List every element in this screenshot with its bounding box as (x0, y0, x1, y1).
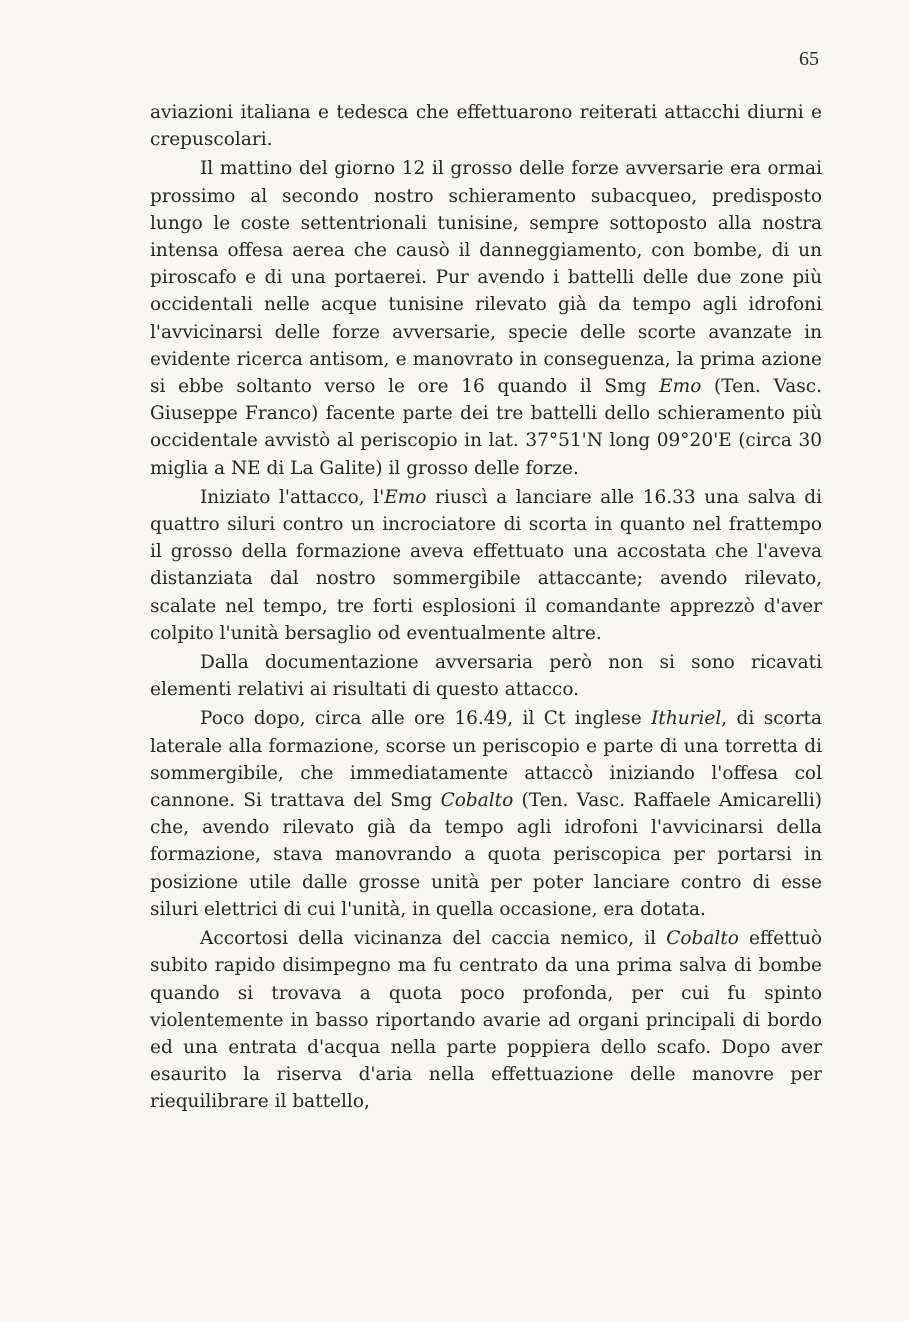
italic-text: Emo (659, 376, 702, 398)
paragraph (150, 705, 822, 923)
text-segment: Accortosi della vicinanza del caccia nemico, il (200, 928, 667, 950)
paragraph (150, 484, 822, 647)
text-segment: riuscì a lanciare alle 16.33 una salva di quattro siluri contro un incrociatore di scorta in quanto nel frattempo il grosso della formazione aveva effettuato una accostata che l'aveva distanziata dal nostro sommergibile attaccante; avendo rilevato, scalate nel tempo, tre forti esplosioni il comandante apprezzò d'aver colpito l'unità bersaglio od eventualmente altre. (150, 486, 823, 644)
italic-text: Ithuriel (651, 708, 722, 730)
text-segment: (Ten. Vasc. Raffaele Amicarelli) che, avendo rilevato già da tempo agli idrofoni l'avvicinarsi della formazione, stava manovrando a quota periscopica per portarsi in posizione utile dalle grosse unità per poter lanciare contro di esse siluri elettrici di cui l'unità, in quella occasione, era dotata. (150, 790, 822, 920)
text-segment: Poco dopo, circa alle ore 16.49, il Ct inglese (200, 708, 652, 730)
text-segment: Dalla documentazione avversaria però non si sono ricavati elementi relativi ai risultati di questo attacco. (150, 652, 822, 701)
italic-text: Cobalto (440, 790, 514, 812)
paragraph (150, 925, 822, 1115)
text-segment: effettuò subito rapido disimpegno ma fu centrato da una prima salva di bombe quando si trovava a quota poco profonda, per cui fu spinto violentemente in basso riportando avarie ad organi principali di bordo ed una entrata d'acqua nella parte poppiera dello scafo. Dopo aver esaurito la riserva d'aria nella effettuazione delle manovre per riequilibrare il battello, (150, 928, 823, 1113)
italic-text: Emo (384, 486, 427, 508)
text-segment: , di scorta laterale alla formazione, scorse un periscopio e parte di una torretta di sommergibile, che immediatamente attaccò iniziando l'offesa col cannone. Si trattava del Smg (150, 708, 822, 812)
paragraph (150, 155, 822, 481)
page-number: 65 (799, 48, 819, 70)
text-segment: aviazioni italiana e tedesca che effettuarono reiterati attacchi diurni e crepuscolari. (150, 102, 822, 151)
text-segment: Il mattino del giorno 12 il grosso delle forze avversarie era ormai prossimo al secondo nostro schieramento subacqueo, predisposto lungo le coste settentrionali tunisine, sempre sottoposto alla nostra intensa offesa aerea che causò il danneggiamento, con bombe, di un piroscafo e di una portaerei. Pur avendo i battelli delle due zone più occidentali nelle acque tunisine rilevato già da tempo agli idrofoni l'avvicinarsi delle forze avversarie, specie delle scorte avanzate in evidente ricerca antisom, e manovrato in conseguenza, la prima azione si ebbe soltanto verso le ore 16 quando il Smg (150, 158, 822, 398)
italic-text: Cobalto (666, 928, 739, 950)
paragraph (150, 99, 822, 153)
body-text (150, 99, 822, 1118)
paragraph (150, 649, 822, 703)
text-segment: (Ten. Vasc. Giuseppe Franco) facente parte dei tre battelli dello schieramento più occidentale avvistò al periscopio in lat. 37°51'N long 09°20'E (circa 30 miglia a NE di La Galite) il grosso delle forze. (150, 376, 822, 479)
text-segment: Iniziato l'attacco, l' (200, 486, 385, 508)
